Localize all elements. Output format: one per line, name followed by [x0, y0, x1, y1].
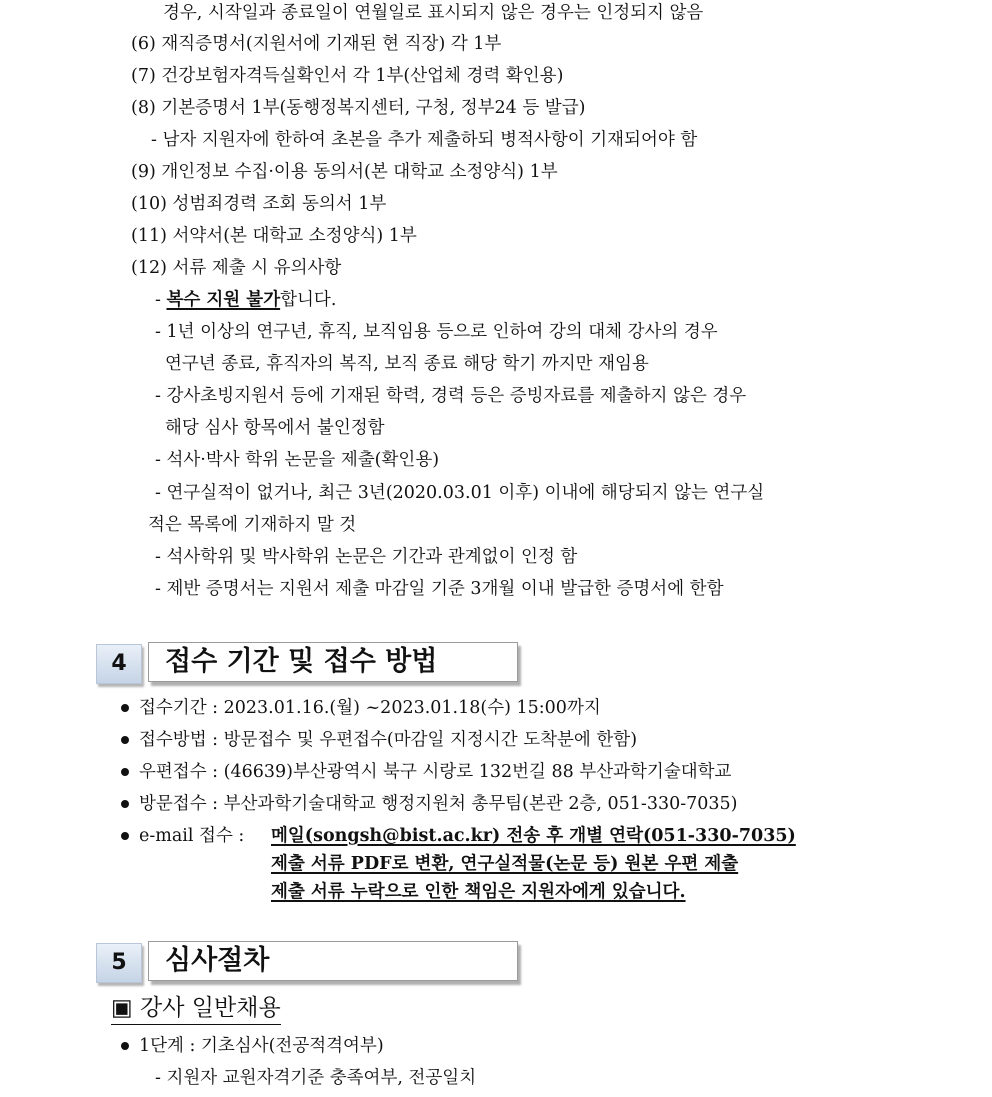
note-sabbatical-b: 연구년 종료, 휴직자의 복직, 보직 종료 해당 학기 까지만 재임용 — [165, 354, 649, 374]
section-4-header — [96, 642, 536, 686]
section-number: 5 — [96, 943, 142, 983]
bullet-icon — [121, 736, 129, 744]
email-instruction-1: 메일(songsh@bist.ac.kr) 전송 후 개별 연락(051-330-7035) — [271, 826, 796, 846]
visit-submission: 방문접수 : 부산과학기술대학교 행정지원처 총무팀(본관 2층, 051-330-7035) — [139, 794, 738, 814]
doc-item-8-note: - 남자 지원자에 한하여 초본을 추가 제출하되 병적사항이 기재되어야 함 — [151, 130, 698, 150]
doc-item-6: (6) 재직증명서(지원서에 기재된 현 직장) 각 1부 — [131, 34, 502, 54]
section-title: 심사절차 — [148, 941, 518, 981]
note-degree-thesis: - 석사학위 및 박사학위 논문은 기간과 관계없이 인정 함 — [155, 547, 578, 567]
bullet-icon — [121, 1042, 129, 1050]
doc-item-10: (10) 성범죄경력 조회 동의서 1부 — [131, 194, 387, 214]
bullet-icon — [121, 768, 129, 776]
section-5-header — [96, 941, 536, 985]
note-thesis: - 석사·박사 학위 논문을 제출(확인용) — [155, 450, 440, 470]
note-evidence-b: 해당 심사 항목에서 불인정함 — [165, 418, 385, 438]
doc-item-12: (12) 서류 제출 시 유의사항 — [131, 258, 342, 278]
bullet-icon — [121, 832, 129, 840]
doc-line-continued: 경우, 시작일과 종료일이 연월일로 표시되지 않은 경우는 인정되지 않음 — [163, 3, 704, 23]
section-title: 접수 기간 및 접수 방법 — [148, 642, 518, 682]
bullet-icon — [121, 800, 129, 808]
doc-item-11: (11) 서약서(본 대학교 소정양식) 1부 — [131, 226, 417, 246]
stage-1: 1단계 : 기초심사(전공적격여부) — [139, 1036, 384, 1056]
note-research-a: - 연구실적이 없거나, 최근 3년(2020.03.01 이후) 이내에 해당되지 않는 연구실 — [155, 483, 765, 503]
doc-item-8: (8) 기본증명서 1부(동행정복지센터, 구청, 정부24 등 발급) — [131, 98, 586, 118]
email-instruction-2: 제출 서류 PDF로 변환, 연구실적물(논문 등) 원본 우편 제출 — [271, 854, 739, 874]
stage-1-note: - 지원자 교원자격기준 충족여부, 전공일치 — [155, 1068, 477, 1088]
submission-period: 접수기간 : 2023.01.16.(월) ~2023.01.18(수) 15:00까지 — [139, 698, 601, 718]
submission-method: 접수방법 : 방문접수 및 우편접수(마감일 지정시간 도착분에 한함) — [139, 730, 638, 750]
mail-submission: 우편접수 : (46639)부산광역시 북구 시랑로 132번길 88 부산과학기술대학교 — [139, 762, 732, 782]
note-prefix: - — [155, 290, 167, 310]
section-number: 4 — [96, 644, 142, 684]
bullet-icon — [121, 704, 129, 712]
note-research-b: 적은 목록에 기재하지 말 것 — [148, 515, 357, 535]
subheading-general-hiring: ▣ 강사 일반채용 — [111, 993, 281, 1025]
note-emphasis: 복수 지원 불가 — [166, 290, 281, 310]
doc-item-7: (7) 건강보험자격득실확인서 각 1부(산업체 경력 확인용) — [131, 66, 564, 86]
note-multiple-application — [155, 288, 336, 312]
note-evidence-a: - 강사초빙지원서 등에 기재된 학력, 경력 등은 증빙자료를 제출하지 않은 경우 — [155, 386, 747, 406]
note-suffix: 합니다. — [280, 290, 337, 310]
note-sabbatical-a: - 1년 이상의 연구년, 휴직, 보직임용 등으로 인하여 강의 대체 강사의 경우 — [155, 322, 718, 342]
doc-item-9: (9) 개인정보 수집·이용 동의서(본 대학교 소정양식) 1부 — [131, 162, 558, 182]
email-instruction-3: 제출 서류 누락으로 인한 책임은 지원자에게 있습니다. — [271, 882, 686, 902]
email-submission-label: e-mail 접수 : — [139, 826, 245, 846]
note-certificate: - 제반 증명서는 지원서 제출 마감일 기준 3개월 이내 발급한 증명서에 한함 — [155, 579, 724, 599]
